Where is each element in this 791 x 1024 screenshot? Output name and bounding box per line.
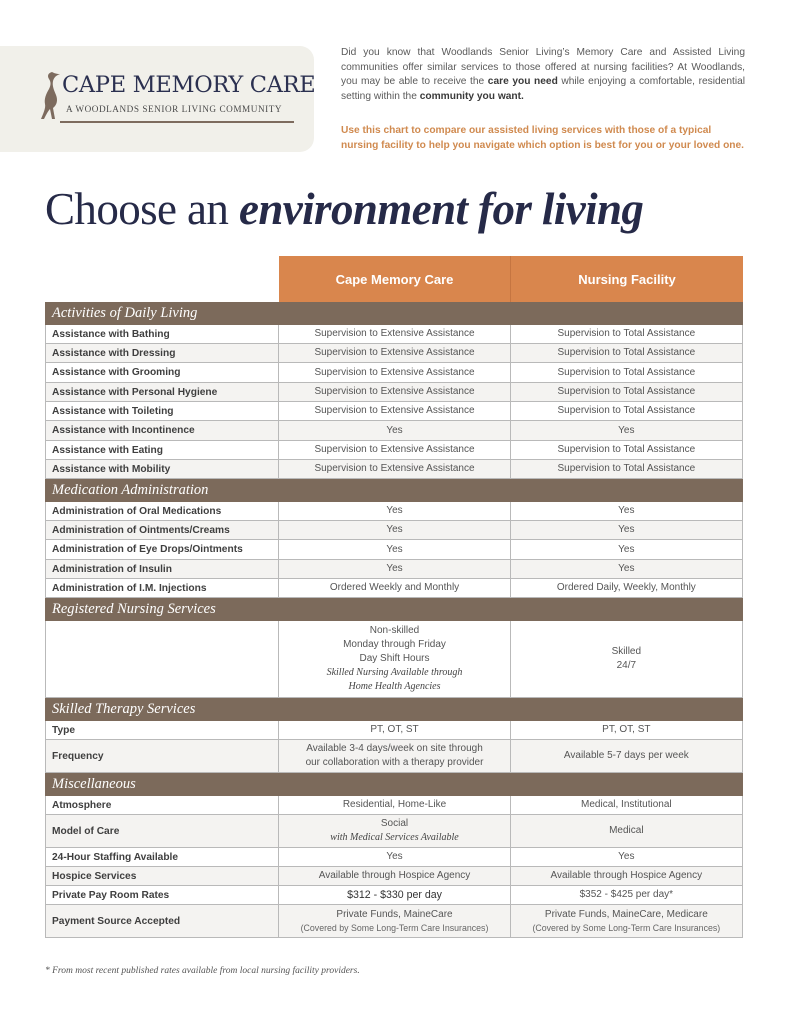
cell-note: (Covered by Some Long-Term Care Insurances) <box>300 923 489 933</box>
row-label: Assistance with Toileting <box>46 402 279 420</box>
table-row <box>45 402 743 421</box>
cell-line: Skilled <box>611 646 642 657</box>
cell-line: 24/7 <box>616 660 637 671</box>
row-label: Assistance with Grooming <box>46 363 279 382</box>
nursing-value: Ordered Daily, Weekly, Monthly <box>556 582 696 593</box>
cell-note: Home Health Agencies <box>348 681 441 692</box>
row-label: Administration of Ointments/Creams <box>46 521 279 539</box>
nursing-value: PT, OT, ST <box>602 724 651 735</box>
table-row <box>45 848 743 867</box>
page-title-plain: Choose an <box>45 184 239 234</box>
row-label: Frequency <box>46 740 279 772</box>
table-row <box>45 540 743 560</box>
logo-divider <box>60 121 294 123</box>
cell-note: Skilled Nursing Available through <box>326 667 463 678</box>
table-row <box>45 905 743 938</box>
cape-value: Yes <box>279 521 510 539</box>
table-row <box>45 521 743 540</box>
heron-icon <box>38 70 64 120</box>
row-label: Model of Care <box>46 815 279 847</box>
nursing-value: Supervision to Total Assistance <box>557 444 696 455</box>
row-label: Administration of Insulin <box>46 560 279 578</box>
cell-note: (Covered by Some Long-Term Care Insurances) <box>532 923 721 933</box>
row-label: Payment Source Accepted <box>46 905 279 937</box>
table-row <box>45 421 743 441</box>
cape-value: Supervision to Extensive Assistance <box>279 325 510 343</box>
table-row <box>45 815 743 848</box>
row-label: Assistance with Incontinence <box>46 421 279 440</box>
table-row <box>45 460 743 479</box>
cape-value: Supervision to Extensive Assistance <box>279 363 510 382</box>
nursing-value: Available through Hospice Agency <box>550 870 703 881</box>
row-label: Type <box>46 721 279 739</box>
nursing-value: $352 - $425 per day* <box>579 889 674 900</box>
cape-value <box>279 905 510 937</box>
section-header: Registered Nursing Services <box>45 598 743 621</box>
cell-line: Available 3-4 days/week on site through <box>306 743 483 754</box>
intro-bold-2: community you want. <box>419 90 524 102</box>
nursing-value: Supervision to Total Assistance <box>557 366 696 378</box>
cape-value: PT, OT, ST <box>279 721 510 739</box>
row-label: Hospice Services <box>46 867 279 885</box>
row-label: Assistance with Mobility <box>46 460 279 478</box>
cape-value: Supervision to Extensive Assistance <box>279 441 510 459</box>
cape-value <box>279 886 510 904</box>
nursing-value: Yes <box>618 524 635 535</box>
callout-text: Use this chart to compare our assisted living services with those of a typical nursing facility to help you navigate which option is best for you or your loved one. <box>341 125 745 151</box>
cell-line: Private Funds, MaineCare, Medicare <box>544 909 708 920</box>
cape-value: Yes <box>279 421 510 440</box>
row-label: Administration of Oral Medications <box>46 502 279 520</box>
cape-value: Supervision to Extensive Assistance <box>279 383 510 401</box>
column-header-nursing: Nursing Facility <box>511 256 743 302</box>
row-label <box>46 621 279 697</box>
table-row <box>45 441 743 460</box>
row-label: Assistance with Bathing <box>46 325 279 343</box>
cape-value <box>279 815 510 847</box>
cape-value: Yes <box>279 560 510 578</box>
cell-line: $312 - $330 per day <box>347 889 442 901</box>
table-row <box>45 796 743 815</box>
intro-text-2: while enjoying a comfortable, residential setting within the <box>341 76 746 102</box>
nursing-value: Supervision to Total Assistance <box>557 328 696 339</box>
footnote: * From most recent published rates available from local nursing facility providers. <box>45 966 360 976</box>
nursing-value: Yes <box>618 424 635 436</box>
intro-bold-1: care you need <box>487 76 558 88</box>
cape-value: Residential, Home-Like <box>279 796 510 814</box>
nursing-value: Medical, Institutional <box>581 799 672 810</box>
cell-line: Private Funds, MaineCare <box>336 909 453 920</box>
logo-subtitle: A WOODLANDS SENIOR LIVING COMMUNITY <box>66 104 283 114</box>
table-row <box>45 560 743 579</box>
cape-value: Yes <box>279 540 510 559</box>
table-row <box>45 325 743 344</box>
table-row <box>45 621 743 698</box>
nursing-value: Yes <box>618 543 635 555</box>
cape-value <box>279 621 510 697</box>
row-label: Administration of I.M. Injections <box>46 579 279 597</box>
nursing-value: Medical <box>609 825 644 836</box>
cape-value: Supervision to Extensive Assistance <box>279 402 510 420</box>
row-label: Assistance with Personal Hygiene <box>46 383 279 401</box>
cape-value: Available through Hospice Agency <box>279 867 510 885</box>
cell-line: our collaboration with a therapy provider <box>305 757 484 768</box>
cell-line: Social <box>380 818 409 829</box>
nursing-value <box>511 905 742 937</box>
table-row <box>45 721 743 740</box>
table-row <box>45 383 743 402</box>
cape-value: Yes <box>279 502 510 520</box>
page-title-emphasis: environment for living <box>238 184 644 234</box>
table-row <box>45 502 743 521</box>
cell-line: Monday through Friday <box>343 639 446 650</box>
cape-value: Supervision to Extensive Assistance <box>279 460 510 478</box>
cell-line: Non-skilled <box>369 625 420 636</box>
table-row <box>45 579 743 598</box>
intro-text-1: Did you know that Woodlands Senior Living’s Memory Care and Assisted Living communities offer similar services to those offered at nursing facilities? At Woodlands, you may be able to receive the <box>341 47 745 88</box>
row-label: Assistance with Dressing <box>46 344 279 362</box>
section-header: Medication Administration <box>45 479 743 502</box>
nursing-value <box>511 621 742 697</box>
nursing-value: Supervision to Total Assistance <box>557 405 696 416</box>
table-row <box>45 740 743 773</box>
row-label: Atmosphere <box>46 796 279 814</box>
comparison-table <box>45 302 743 938</box>
row-label: Administration of Eye Drops/Ointments <box>46 540 279 559</box>
table-row <box>45 363 743 383</box>
table-row <box>45 886 743 905</box>
nursing-value: Yes <box>618 505 635 516</box>
nursing-value: Yes <box>618 851 635 862</box>
cell-line: Day Shift Hours <box>359 653 430 664</box>
cape-value: Ordered Weekly and Monthly <box>279 579 510 597</box>
nursing-value: Supervision to Total Assistance <box>557 463 696 474</box>
nursing-value: Yes <box>618 563 635 574</box>
logo-title: CAPE MEMORY CARE <box>62 72 316 98</box>
row-label: 24-Hour Staffing Available <box>46 848 279 866</box>
section-header: Miscellaneous <box>45 773 743 796</box>
table-row <box>45 344 743 363</box>
nursing-value: Supervision to Total Assistance <box>557 347 696 358</box>
table-row <box>45 867 743 886</box>
cape-value: Supervision to Extensive Assistance <box>279 344 510 362</box>
page-title <box>45 183 755 235</box>
column-header-cape: Cape Memory Care <box>279 256 511 302</box>
cape-value <box>279 740 510 772</box>
cape-value: Yes <box>279 848 510 866</box>
intro-paragraph <box>341 46 745 104</box>
section-header: Activities of Daily Living <box>45 302 743 325</box>
row-label: Assistance with Eating <box>46 441 279 459</box>
cell-note: with Medical Services Available <box>330 832 459 843</box>
row-label: Private Pay Room Rates <box>46 886 279 904</box>
nursing-value: Supervision to Total Assistance <box>557 386 696 397</box>
nursing-value: Available 5-7 days per week <box>563 750 689 761</box>
section-header: Skilled Therapy Services <box>45 698 743 721</box>
